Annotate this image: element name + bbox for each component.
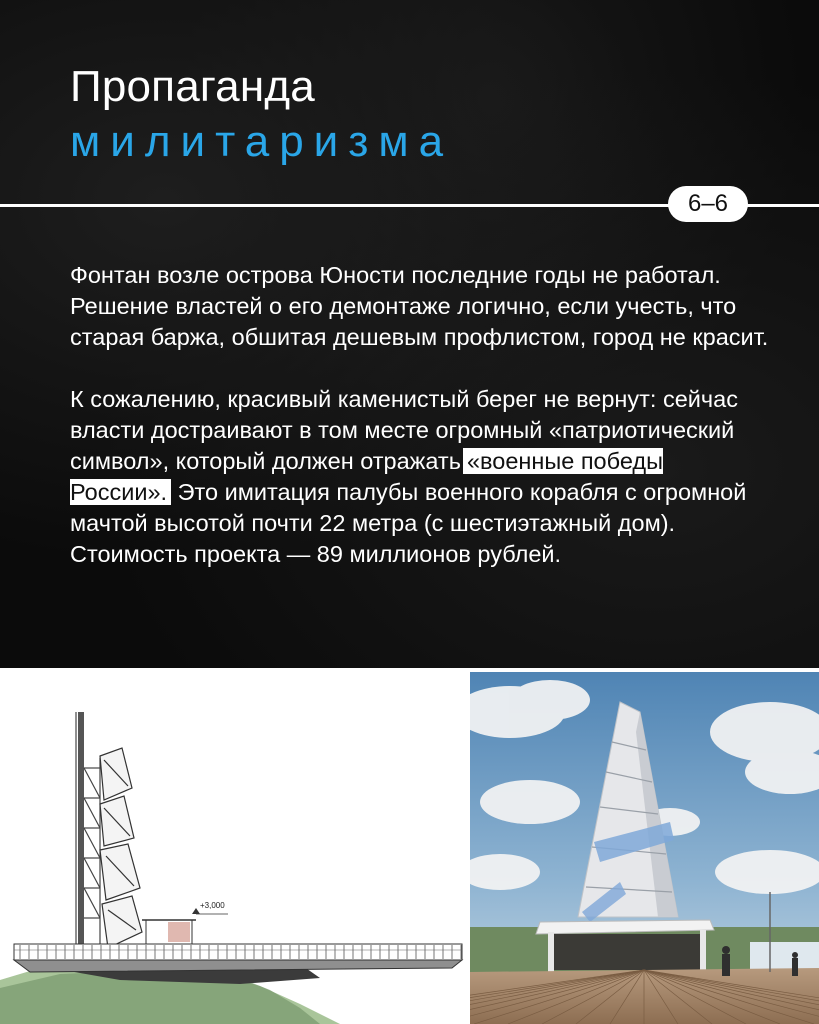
render-svg	[470, 672, 819, 1024]
title-line-2: милитаризма	[70, 117, 454, 166]
title-line-1: Пропаганда	[70, 62, 315, 111]
mast-truss	[84, 758, 100, 958]
paragraph-1: Фонтан возле острова Юности последние годы не работал. Решение властей о его демонтаже логично, если учесть, что старая баржа, обшитая дешевым профлистом, город не красит.	[70, 262, 769, 350]
architectural-render	[470, 672, 819, 1024]
highlight-phrase: «военные победы России».	[70, 448, 663, 505]
paragraph-2-rest: Это имитация палубы военного корабля с огромной мачтой высотой почти 22 метра (с шестиэтажный дом). Стоимость проекта — 89 миллионов рублей.	[70, 479, 747, 567]
page-indicator-badge: 6–6	[668, 186, 748, 222]
architectural-elevation-drawing	[0, 668, 470, 1024]
mast	[78, 712, 84, 960]
pavilion-glass	[168, 922, 190, 942]
elevation-mark-arrow	[192, 908, 200, 914]
canopy-panel	[552, 934, 702, 970]
deck-base	[14, 960, 462, 972]
wooden-deck	[470, 968, 819, 1024]
elevation-mark-text: +3,000	[200, 901, 225, 910]
sail-panels	[100, 748, 142, 948]
elevation-svg	[0, 668, 470, 1024]
body-text	[70, 260, 770, 570]
paragraph-2-intro: К сожалению, красивый каменистый берег не вернут: сейчас власти достраивают в том месте огромный «патриотический символ», который должен отражать	[70, 386, 738, 474]
deck-railing	[14, 944, 462, 960]
paragraph-2	[70, 384, 770, 570]
water	[750, 942, 819, 972]
